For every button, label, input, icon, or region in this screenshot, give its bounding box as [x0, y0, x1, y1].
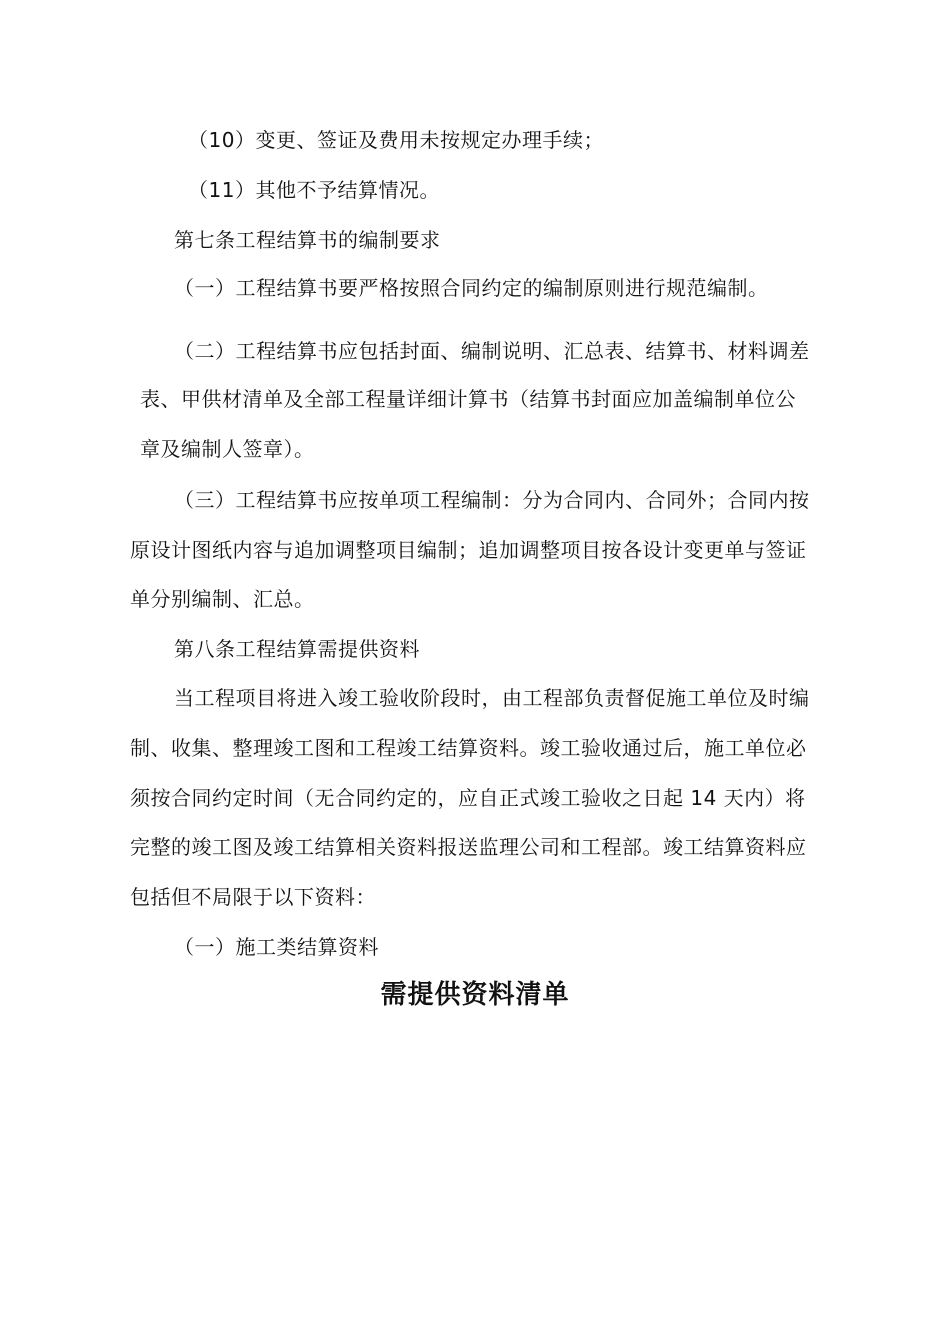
- section-heading-article-8: 第八条工程结算需提供资料: [174, 637, 420, 661]
- text-line-item-10: （10）变更、签证及费用未按规定办理手续；: [188, 128, 604, 152]
- text-line-paragraph-b: 制、收集、整理竣工图和工程竣工结算资料。竣工验收通过后，施工单位必: [130, 736, 807, 760]
- text-line-paragraph-a: 当工程项目将进入竣工验收阶段时，由工程部负责督促施工单位及时编: [174, 686, 810, 710]
- text-line-clause-2-a: （二）工程结算书应包括封面、编制说明、汇总表、结算书、材料调差: [174, 339, 810, 363]
- text-line-clause-3-b: 原设计图纸内容与追加调整项目编制；追加调整项目按各设计变更单与签证: [130, 538, 807, 562]
- text-line-paragraph-d: 完整的竣工图及竣工结算相关资料报送监理公司和工程部。竣工结算资料应: [130, 835, 807, 859]
- section-heading-article-7: 第七条工程结算书的编制要求: [174, 228, 441, 252]
- text-line-paragraph-e: 包括但不局限于以下资料：: [130, 885, 376, 909]
- page-title: 需提供资料清单: [380, 980, 570, 1010]
- text-line-clause-3-a: （三）工程结算书应按单项工程编制：分为合同内、合同外；合同内按: [174, 488, 810, 512]
- text-line-item-11: （11）其他不予结算情况。: [188, 178, 440, 202]
- text-line-clause-1: （一）工程结算书要严格按照合同约定的编制原则进行规范编制。: [174, 276, 769, 300]
- text-line-construction-materials: （一）施工类结算资料: [174, 935, 379, 959]
- text-line-clause-2-b: 表、甲供材清单及全部工程量详细计算书（结算书封面应加盖编制单位公: [140, 387, 796, 411]
- text-line-clause-2-c: 章及编制人签章）。: [140, 437, 315, 461]
- text-line-paragraph-c: 须按合同约定时间（无合同约定的，应自正式竣工验收之日起 14 天内）将: [130, 786, 806, 810]
- text-line-clause-3-c: 单分别编制、汇总。: [130, 587, 315, 611]
